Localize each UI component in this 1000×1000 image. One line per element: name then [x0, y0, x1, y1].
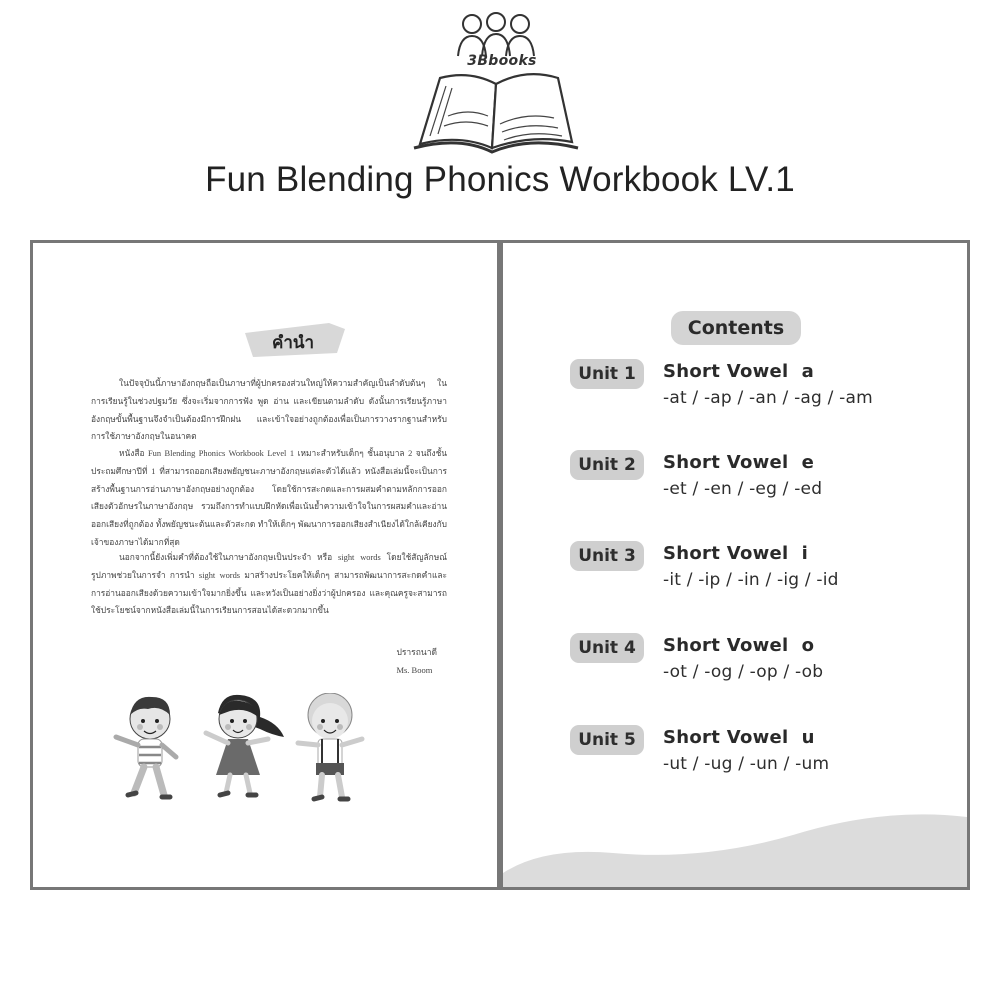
unit-entry[interactable]	[570, 725, 970, 785]
unit-badge: Unit 2	[570, 450, 644, 480]
unit-title: Short Vowel e	[663, 452, 815, 473]
unit-badge: Unit 4	[570, 633, 644, 663]
unit-entry[interactable]	[570, 359, 970, 419]
brand-logo-text: 3Bbooks	[467, 53, 537, 69]
unit-entry[interactable]	[570, 541, 970, 601]
unit-entry[interactable]	[570, 633, 970, 693]
unit-title: Short Vowel i	[663, 543, 809, 564]
signoff-author: Ms. Boom	[396, 665, 433, 675]
unit-endings: -et / -en / -eg / -ed	[663, 479, 823, 499]
unit-endings: -at / -ap / -an / -ag / -am	[663, 388, 873, 408]
contents-heading: Contents	[671, 311, 801, 345]
unit-title: Short Vowel u	[663, 727, 815, 748]
page-title: Fun Blending Phonics Workbook LV.1	[205, 160, 795, 199]
unit-title: Short Vowel o	[663, 635, 815, 656]
kids-illustration-icon	[108, 693, 368, 813]
wave-decoration-icon	[503, 777, 967, 887]
preface-paragraph-2: หนังสือ Fun Blending Phonics Workbook Level 1 เหมาะสำหรับเด็กๆ ชั้นอนุบาล 2 จนถึงชั้นประถมศึกษาปีที่ 1 ที่สามารถออกเสียงพยัญชนะภาษาอังกฤษแต่ละตัวได้แล้ว หนังสือเล่มนี้จะเป็นการสร้างพื้นฐานการอ่านภาษาอังกฤษอย่างถูกต้อง โดยใช้การสะกดและการผสมคำตามหลักการออกเสียงตัวอักษรในภาษาอังกฤษ รวมถึงการทำแบบฝึกหัดเพื่อเน้นย้ำความเข้าใจในการผสมคำและอ่านออกเสียงที่ถูกต้อง ทั้งพยัญชนะต้นและตัวสะกด ทำให้เด็กๆ พัฒนาการออกเสียงสำเนียงได้ใกล้เคียงกับเจ้าของภาษาได้มากที่สุด	[91, 449, 447, 547]
unit-endings: -ot / -og / -op / -ob	[663, 662, 824, 682]
preface-paragraph-3: นอกจากนี้ยังเพิ่มคำที่ต้องใช้ในภาษาอังกฤษเป็นประจำ หรือ sight words โดยใช้สัญลักษณ์รูปภาพช่วยในการจำ การนำ sight words มาสร้างประโยคให้เด็กๆ สามารถพัฒนาการสะกดคำและการอ่านออกเสียงด้วยความเข้าใจมากยิ่งขึ้น และหวังเป็นอย่างยิ่งว่าผู้ปกครอง และคุณครูจะสามารถใช้ประโยชน์จากหนังสือเล่มนี้ในการเรียนการสอนได้สะดวกมากขึ้น	[91, 553, 447, 616]
unit-badge: Unit 3	[570, 541, 644, 571]
unit-badge: Unit 1	[570, 359, 644, 389]
signoff	[396, 643, 437, 679]
unit-title: Short Vowel a	[663, 361, 815, 382]
unit-endings: -ut / -ug / -un / -um	[663, 754, 830, 774]
preface-heading: คำนำ	[271, 333, 315, 353]
contents-page	[500, 240, 970, 890]
signoff-greeting: ปรารถนาดี	[396, 647, 437, 657]
preface-page	[30, 240, 500, 890]
brand-logo-icon	[400, 8, 580, 156]
preface-paragraph-1: ในปัจจุบันนี้ภาษาอังกฤษถือเป็นภาษาที่ผู้ปกครองส่วนใหญ่ให้ความสำคัญเป็นลำดับต้นๆ ในการเรียนรู้ในช่วงปฐมวัย ซึ่งจะเริ่มจากการฟัง พูด อ่าน และเขียนตามลำดับ ดังนั้นการเรียนรู้ภาษาอังกฤษขั้นพื้นฐานจึงจำเป็นต้องมีการฝึกฝน และเข้าใจอย่างถูกต้องเพื่อเป็นการวางรากฐานสำหรับการใช้ภาษาอังกฤษในอนาคต	[91, 379, 447, 442]
unit-endings: -it / -ip / -in / -ig / -id	[663, 570, 839, 590]
unit-badge: Unit 5	[570, 725, 644, 755]
unit-entry[interactable]	[570, 450, 970, 510]
